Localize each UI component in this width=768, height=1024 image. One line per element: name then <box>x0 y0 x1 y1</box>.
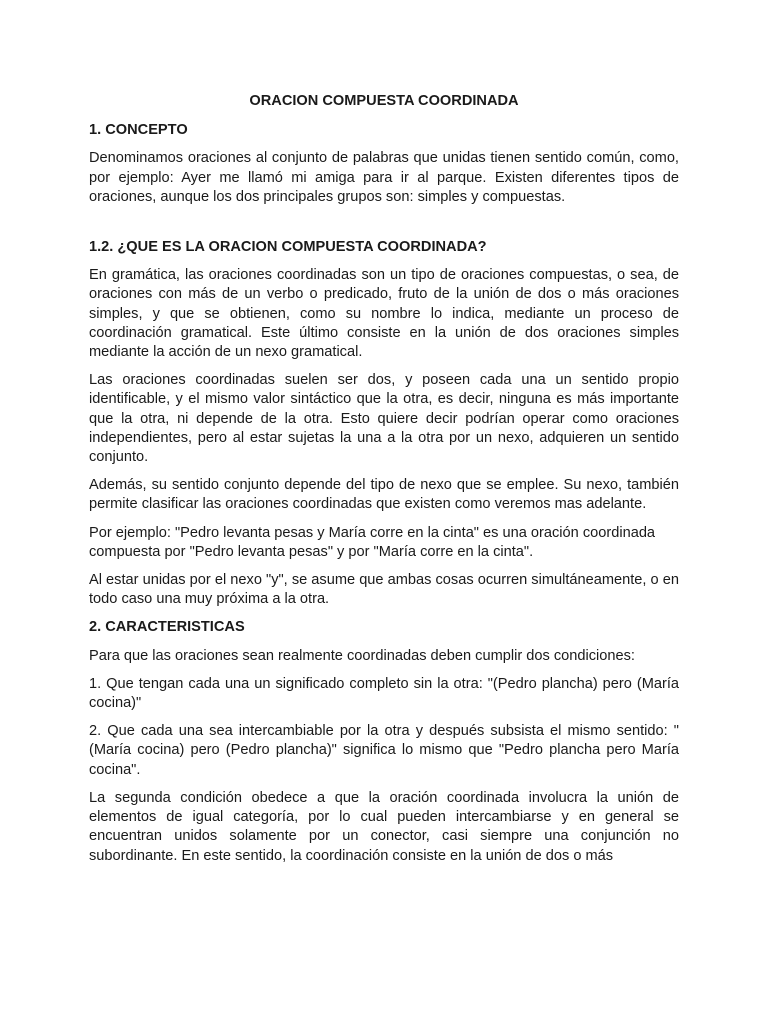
document-page <box>89 92 679 875</box>
paragraph: 1. Que tengan cada una un significado completo sin la otra: "(Pedro plancha) pero (María cocina)" <box>89 675 679 712</box>
section-heading-concepto: 1. CONCEPTO <box>89 122 188 139</box>
paragraph: En gramática, las oraciones coordinadas son un tipo de oraciones compuestas, o sea, de oraciones con más de un verbo o predicado, fruto de la unión de dos o más oraciones simples, y que se obtienen, como su nombre lo indica, mediante un proceso de coordinación gramatical. Este último consiste en la unión de dos oraciones simples mediante la acción de un nexo gramatical. <box>89 267 679 361</box>
section-spacer <box>89 216 679 238</box>
document-title: ORACION COMPUESTA COORDINADA <box>249 93 519 109</box>
paragraph: Para que las oraciones sean realmente coordinadas deben cumplir dos condiciones: <box>89 647 635 664</box>
paragraph: Denominamos oraciones al conjunto de palabras que unidas tienen sentido común, como, por ejemplo: Ayer me llamó mi amiga para ir al parque. Existen diferentes tipos de oraciones, aunque los dos principales grupos son: simples y compuestas. <box>89 150 679 205</box>
paragraph: Las oraciones coordinadas suelen ser dos, y poseen cada una un sentido propio identificable, y el mismo valor sintáctico que la otra, es decir, ninguna es más importante que la otra, ni depende de la otra. Esto quiere decir podrían operar como oraciones independientes, pero al estar sujetas la una a la otra por un nexo, adquieren un sentido conjunto. <box>89 372 679 466</box>
paragraph: 2. Que cada una sea intercambiable por la otra y después subsista el mismo sentido: "(María cocina) pero (Pedro plancha)" significa lo mismo que "Pedro plancha pero María cocina". <box>89 723 679 778</box>
section-heading-caracteristicas: 2. CARACTERISTICAS <box>89 619 245 636</box>
section-heading-que-es: 1.2. ¿QUE ES LA ORACION COMPUESTA COORDINADA? <box>89 239 487 256</box>
paragraph: Además, su sentido conjunto depende del tipo de nexo que se emplee. Su nexo, también permite clasificar las oraciones coordinadas que existen como veremos mas adelante. <box>89 477 679 513</box>
paragraph: Al estar unidas por el nexo "y", se asume que ambas cosas ocurren simultáneamente, o en todo caso una muy próxima a la otra. <box>89 572 679 608</box>
paragraph: La segunda condición obedece a que la oración coordinada involucra la unión de elementos de igual categoría, por lo cual pueden intercambiarse y en general se encuentran unidos solamente por un conector, casi siempre una conjunción no subordinante. En este sentido, la coordinación consiste en la unión de dos o más <box>89 789 679 864</box>
paragraph: Por ejemplo: "Pedro levanta pesas y María corre en la cinta" es una oración coordinada compuesta por "Pedro levanta pesas" y por "María corre en la cinta". <box>89 524 656 560</box>
